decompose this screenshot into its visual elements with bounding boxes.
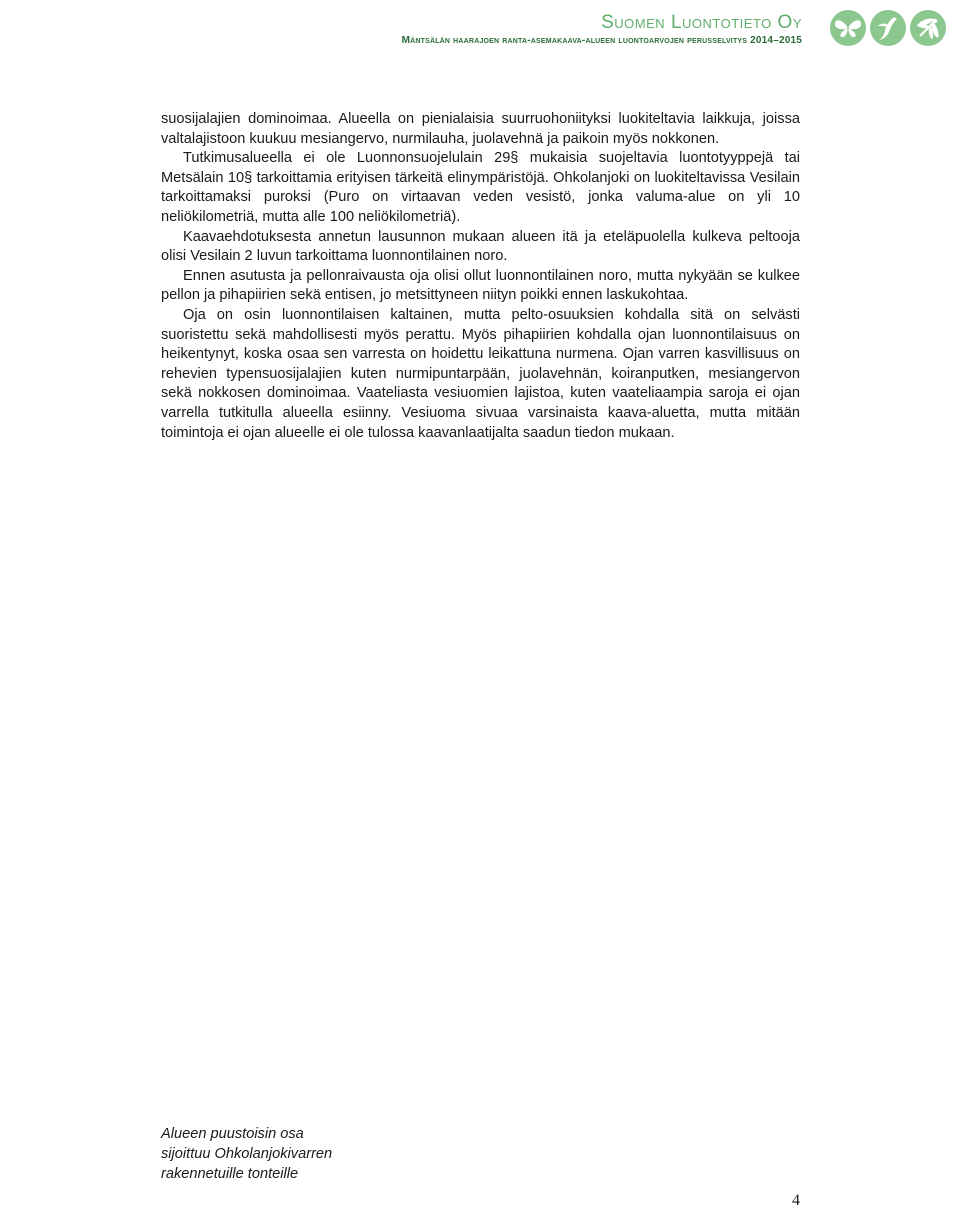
paragraph: Ennen asutusta ja pellonraivausta oja olisi ollut luonnontilainen noro, mutta nykyään se kulkee pellon ja pihapiirien sekä entisen, jo metsittyneen niityn poikki ennen laskukohtaa. bbox=[161, 267, 800, 304]
bird-icon bbox=[870, 10, 906, 46]
image-caption bbox=[161, 1124, 381, 1184]
paragraph: suosijalajien dominoimaa. Alueella on pienialaisia suurruohoniityksi luokiteltavia laikkuja, joissa valtalajistoon kuukuu mesiangervo, nurmilauha, juolavehnä ja paikoin myös nokkonen. bbox=[161, 111, 800, 147]
company-name: Suomen Luontotieto Oy bbox=[601, 12, 802, 33]
logo-group bbox=[830, 10, 946, 46]
paragraph: Oja on osin luonnontilaisen kaltainen, mutta pelto-osuuksien kohdalla sitä on selvästi suoristettu sekä mahdollisesti myös perattu. Myös pihapiirien kohdalla ojan luonnontilaisuus on heikentynyt, koska osaa sen varresta on hoidettu leikattuna nurmena. Ojan varren kasvillisuus on rehevien typensuosijalajien kuten nurmipuntarpään, juolavehnän, koiranputken, mesiangervon sekä nokkosen dominoimaa. Vaateliasta vesiuomien lajistoa, kuten vaateliaampia saroja ei ojan varrella tutkitulla alueella esiinny. Vesiuoma sivuaa varsinaista kaava-aluetta, mutta mitään toimintoja ei ojan alueelle ei ole tulossa kaavanlaatijalta saadun tiedon mukaan. bbox=[161, 306, 800, 441]
paragraph: Kaavaehdotuksesta annetun lausunnon mukaan alueen itä ja eteläpuolella kulkeva peltooja olisi Vesilain 2 luvun tarkoittama luonnontilainen noro. bbox=[161, 228, 800, 265]
body-text bbox=[161, 110, 800, 443]
caption-line: Alueen puustoisin osa bbox=[161, 1126, 304, 1142]
caption-line: sijoittuu Ohkolanjokivarren bbox=[161, 1146, 333, 1162]
dragonfly-icon bbox=[910, 10, 946, 46]
caption-line: rakennetuille tonteille bbox=[161, 1166, 299, 1182]
butterfly-icon bbox=[830, 10, 866, 46]
page-number: 4 bbox=[792, 1192, 800, 1209]
page-header bbox=[0, 10, 960, 50]
paragraph: Tutkimusalueella ei ole Luonnonsuojelulain 29§ mukaisia suojeltavia luontotyyppejä tai Metsälain 10§ tarkoittamia erityisen tärkeitä elinympäristöjä. Ohkolanjoki on luokiteltavissa Vesilain tarkoittamaksi puroksi (Puro on virtaavan veden vesistö, jonka valuma-alue on yli 10 neliökilometriä, mutta alle 100 neliökilometriä). bbox=[161, 150, 800, 225]
report-title: Mäntsälän haarajoen ranta-asemakaava-alueen luontoarvojen perusselvitys 2014–2015 bbox=[401, 35, 802, 46]
